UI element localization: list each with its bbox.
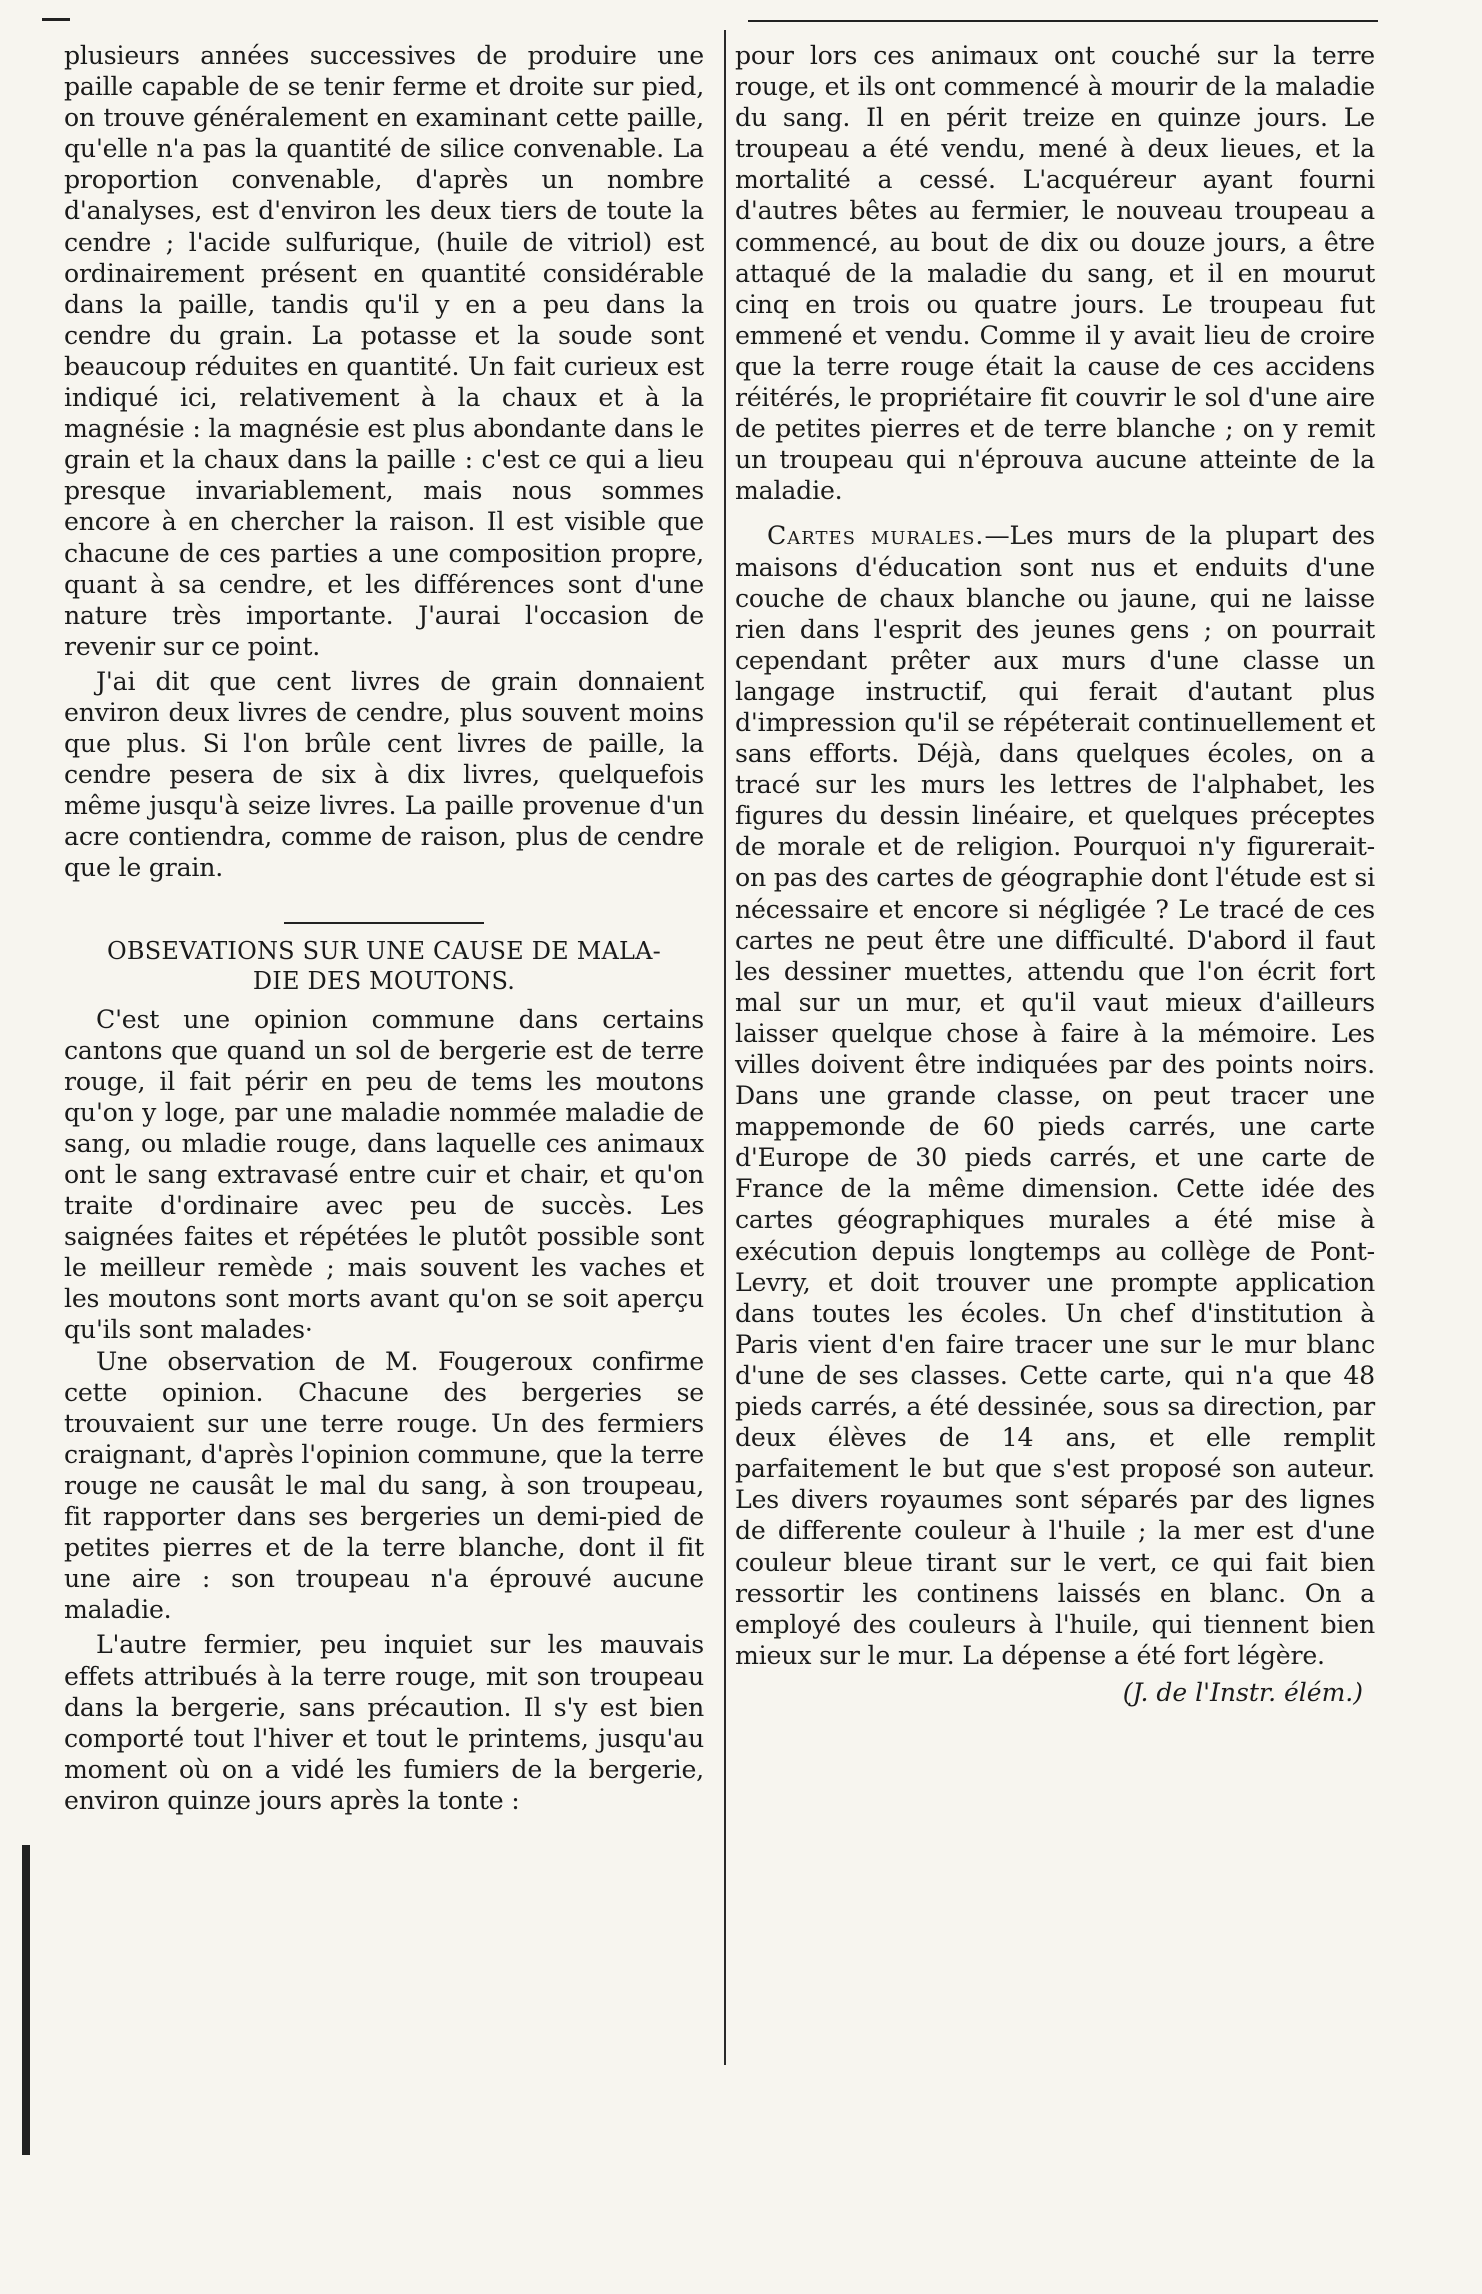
paragraph-red-soil-opinion: C'est une opinion commune dans certains cantons que quand un sol de bergerie est de terre rouge, il fait périr en peu de tems les moutons qu'on y loge, par une maladie nommée maladie de sang, ou mladie rouge, dans laquelle ces animaux ont le sang extravasé entre cuir et chair, et qu'on traite d'ordinaire avec peu de succès. Les saignées faites et répétées le plutôt possible sont le meilleur remède ; mais souvent les vaches et les moutons sont morts avant qu'on se soit aperçu qu'ils sont malades· bbox=[64, 1004, 704, 1345]
top-rule-left bbox=[42, 18, 70, 21]
section-title-line-2: DIE DES MOUTONS. bbox=[252, 966, 516, 995]
section-title-line-1: OBSEVATIONS SUR UNE CAUSE DE MALA- bbox=[107, 936, 661, 965]
wall-maps-heading: Cartes murales. bbox=[767, 521, 985, 551]
paragraph-second-farmer: L'autre fermier, peu inquiet sur les mauvais effets attribués à la terre rouge, mit son troupeau dans la bergerie, sans précaution. Il s'y est bien comporté tout l'hiver et tout le printems, jusqu'au moment où on a vidé les fumiers de la bergerie, environ quinze jours après la tonte : bbox=[64, 1630, 704, 1815]
wall-maps-text: —Les murs de la plupart des maisons d'éducation sont nus et enduits d'une couche de chaux blanche ou jaune, qui ne laisse rien dans l'esprit des jeunes gens ; on pourrait cependant prêter aux murs d'une classe un langage instructif, qui ferait d'autant plus d'impression qu'il se répéterait continuellement et sans efforts. Déjà, dans quelques écoles, on a tracé sur les murs les lettres de l'alphabet, les figures du dessin linéaire, et quelques préceptes de morale et de religion. Pourquoi n'y figurerait-on pas des cartes de géographie dont l'étude est si nécessaire et encore si négligée ? Le tracé de ces cartes ne peut être une difficulté. D'abord il faut les dessiner muettes, attendu que l'on écrit fort mal sur un mur, et qu'il vaut mieux d'ailleurs laisser quelque chose à faire à la mémoire. Les villes doivent être indiquées par des points noirs. Dans une grande classe, on peut tracer une mappemonde de 60 pieds carrés, une carte d'Europe de 30 pieds carrés, et une carte de France de la même dimension. Cette idée des cartes géographiques murales a été mise à exécution depuis longtemps au collège de Pont-Levry, et doit trouver une prompte application dans toutes les écoles. Un chef d'institution à Paris vient d'en faire tracer une sur le mur blanc d'une de ses classes. Cette carte, qui n'a que 48 pieds carrés, a été dessinée, sous sa direction, par deux élèves de 14 ans, et elle remplit parfaitement le but que s'est proposé son auteur. Les divers royaumes sont séparés par des lignes de differente couleur à l'huile ; la mer est d'une couleur bleue tirant sur le vert, ce qui fait bien ressortir les continens laissés en blanc. On a employé des couleurs à l'huile, qui tiennent bien mieux sur le mur. La dépense a été fort légère. bbox=[735, 521, 1375, 1670]
left-column bbox=[64, 40, 704, 1816]
paragraph-fougeroux-observation: Une observation de M. Fougeroux confirme cette opinion. Chacune des bergeries se trouvaient sur une terre rouge. Un des fermiers craignant, d'après l'opinion commune, que la terre rouge ne causât le mal du sang, à son troupeau, fit rapporter dans ses bergeries un demi-pied de petites pierres et de la terre blanche, dont il fit une aire : son troupeau n'a éprouvé aucune maladie. bbox=[64, 1346, 704, 1625]
column-divider bbox=[724, 30, 726, 2065]
paragraph-wall-maps bbox=[735, 520, 1375, 1670]
paragraph-flock-deaths: pour lors ces animaux ont couché sur la terre rouge, et ils ont commencé à mourir de la maladie du sang. Il en périt treize en quinze jours. Le troupeau a été vendu, mené à deux lieues, et la mortalité a cessé. L'acquéreur ayant fourni d'autres bêtes au fermier, le nouveau troupeau a commencé, au bout de dix ou douze jours, a être attaqué de la maladie du sang, et il en mourut cinq en trois ou quatre jours. Le troupeau fut emmené et vendu. Comme il y avait lieu de croire que la terre rouge était la cause de ces accidens réitérés, le propriétaire fit couvrir le sol d'une aire de petites pierres et de terre blanche ; on y remit un troupeau qui n'éprouva aucune atteinte de la maladie. bbox=[735, 41, 1375, 506]
right-column bbox=[735, 40, 1375, 1708]
section-separator bbox=[284, 922, 484, 924]
top-rule-right bbox=[748, 20, 1378, 22]
paragraph-silica: plusieurs années successives de produire une paille capable de se tenir ferme et droite sur pied, on trouve généralement en examinant cette paille, qu'elle n'a pas la quantité de silice convenable. La proportion convenable, d'après un nombre d'analyses, est d'environ les deux tiers de toute la cendre ; l'acide sulfurique, (huile de vitriol) est ordinairement présent en quantité considérable dans la paille, tandis qu'il y en a peu dans la cendre du grain. La potasse et la soude sont beaucoup réduites en quantité. Un fait curieux est indiqué ici, relativement à la chaux et à la magnésie : la magnésie est plus abondante dans le grain et la chaux dans la paille : c'est ce qui a lieu presque invariablement, mais nous sommes encore à en chercher la raison. Il est visible que chacune de ces parties a une composition propre, quant à sa cendre, et les différences sont d'une nature très importante. J'aurai l'occasion de revenir sur ce point. bbox=[64, 41, 704, 661]
margin-binding-mark bbox=[22, 1845, 30, 2155]
source-signature: (J. de l'Instr. élém.) bbox=[1122, 1677, 1363, 1707]
paragraph-ash-weight: J'ai dit que cent livres de grain donnaient environ deux livres de cendre, plus souvent moins que plus. Si l'on brûle cent livres de paille, la cendre pesera de six à dix livres, quelquefois même jusqu'à seize livres. La paille provenue d'un acre contiendra, comme de raison, plus de cendre que le grain. bbox=[64, 666, 704, 883]
